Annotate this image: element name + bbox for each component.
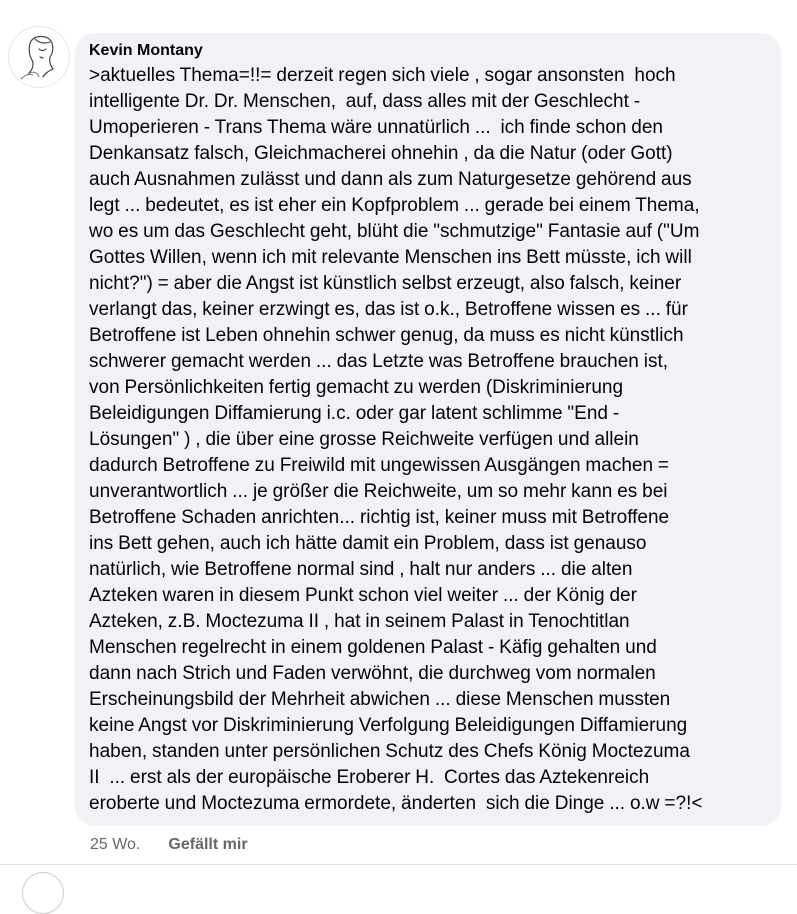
comment-line: Betroffene ist Leben ohnehin schwer genug, da muss es nicht künstlich	[89, 325, 684, 346]
comment-line: Erscheinungsbild der Mehrheit abwichen ... diese Menschen mussten	[89, 689, 671, 710]
comment-line: Umoperieren - Trans Thema wäre unnatürlich ... ich finde schon den	[89, 117, 663, 138]
next-comment-avatar[interactable]	[22, 872, 64, 914]
comment-line: dadurch Betroffene zu Freiwild mit ungewissen Ausgängen machen =	[89, 455, 669, 476]
comment-line: schwerer gemacht werden ... das Letzte was Betroffene brauchen ist,	[89, 351, 669, 372]
comment-line: Lösungen" ) , die über eine grosse Reichweite verfügen und allein	[89, 429, 639, 450]
author-avatar[interactable]	[8, 26, 70, 88]
comment-divider	[0, 864, 797, 865]
comment-line: Denkansatz falsch, Gleichmacherei ohnehin , da die Natur (oder Gott)	[89, 143, 673, 164]
comment-line: intelligente Dr. Dr. Menschen, auf, dass alles mit der Geschlecht -	[89, 91, 641, 112]
comment-author-name[interactable]: Kevin Montany	[89, 42, 203, 59]
comment-line: dann nach Strich und Faden verwöhnt, die durchweg vom normalen	[89, 663, 656, 684]
comment-line: ins Bett gehen, auch ich hätte damit ein Problem, dass ist genauso	[89, 533, 647, 554]
comment-line: II ... erst als der europäische Eroberer H. Cortes das Aztekenreich	[89, 767, 650, 788]
comment-line: natürlich, wie Betroffene normal sind , halt nur anders ... die alten	[89, 559, 633, 580]
comment-line: verlangt das, keiner erzwingt es, das ist o.k., Betroffene wissen es ... für	[89, 299, 688, 320]
comment-line: Menschen regelrecht in einem goldenen Palast - Käfig gehalten und	[89, 637, 657, 658]
comment-line: Gottes Willen, wenn ich mit relevante Menschen ins Bett müsste, ich will	[89, 247, 692, 268]
comment-line: legt ... bedeutet, es ist eher ein Kopfproblem ... gerade bei einem Thema,	[89, 195, 700, 216]
comment-meta	[90, 836, 248, 854]
comment-line: eroberte und Moctezuma ermordete, änderten sich die Dinge ... o.w =?!<	[89, 793, 703, 814]
comment-line: haben, standen unter persönlichen Schutz des Chefs König Moctezuma	[89, 741, 690, 762]
comment-line: Beleidigungen Diffamierung i.c. oder gar latent schlimme "End -	[89, 403, 620, 424]
comment-line: Azteken waren in diesem Punkt schon viel weiter ... der König der	[89, 585, 637, 606]
comment-line: Betroffene Schaden anrichten... richtig ist, keiner muss mit Betroffene	[89, 507, 670, 528]
profile-sketch-avatar-icon	[9, 27, 69, 87]
comment-line: auch Ausnahmen zulässt und dann als zum Naturgesetze gehörend aus	[89, 169, 692, 190]
comment-line: unverantwortlich ... je größer die Reichweite, um so mehr kann es bei	[89, 481, 668, 502]
like-button[interactable]: Gefällt mir	[168, 836, 248, 853]
comment-line: Azteken, z.B. Moctezuma II , hat in seinem Palast in Tenochtitlan	[89, 611, 630, 632]
comment-bubble	[75, 33, 781, 826]
comment-line: wo es um das Geschlecht geht, blüht die "schmutzige" Fantasie auf ("Um	[89, 221, 700, 242]
comment-line: keine Angst vor Diskriminierung Verfolgung Beleidigungen Diffamierung	[89, 715, 688, 736]
comment-body	[89, 63, 769, 817]
comment-line: nicht?") = aber die Angst ist künstlich selbst erzeugt, also falsch, keiner	[89, 273, 682, 294]
comment-line: von Persönlichkeiten fertig gemacht zu werden (Diskriminierung	[89, 377, 624, 398]
comment-timestamp[interactable]: 25 Wo.	[90, 836, 141, 853]
comment-line: >aktuelles Thema=!!= derzeit regen sich viele , sogar ansonsten hoch	[89, 65, 676, 86]
